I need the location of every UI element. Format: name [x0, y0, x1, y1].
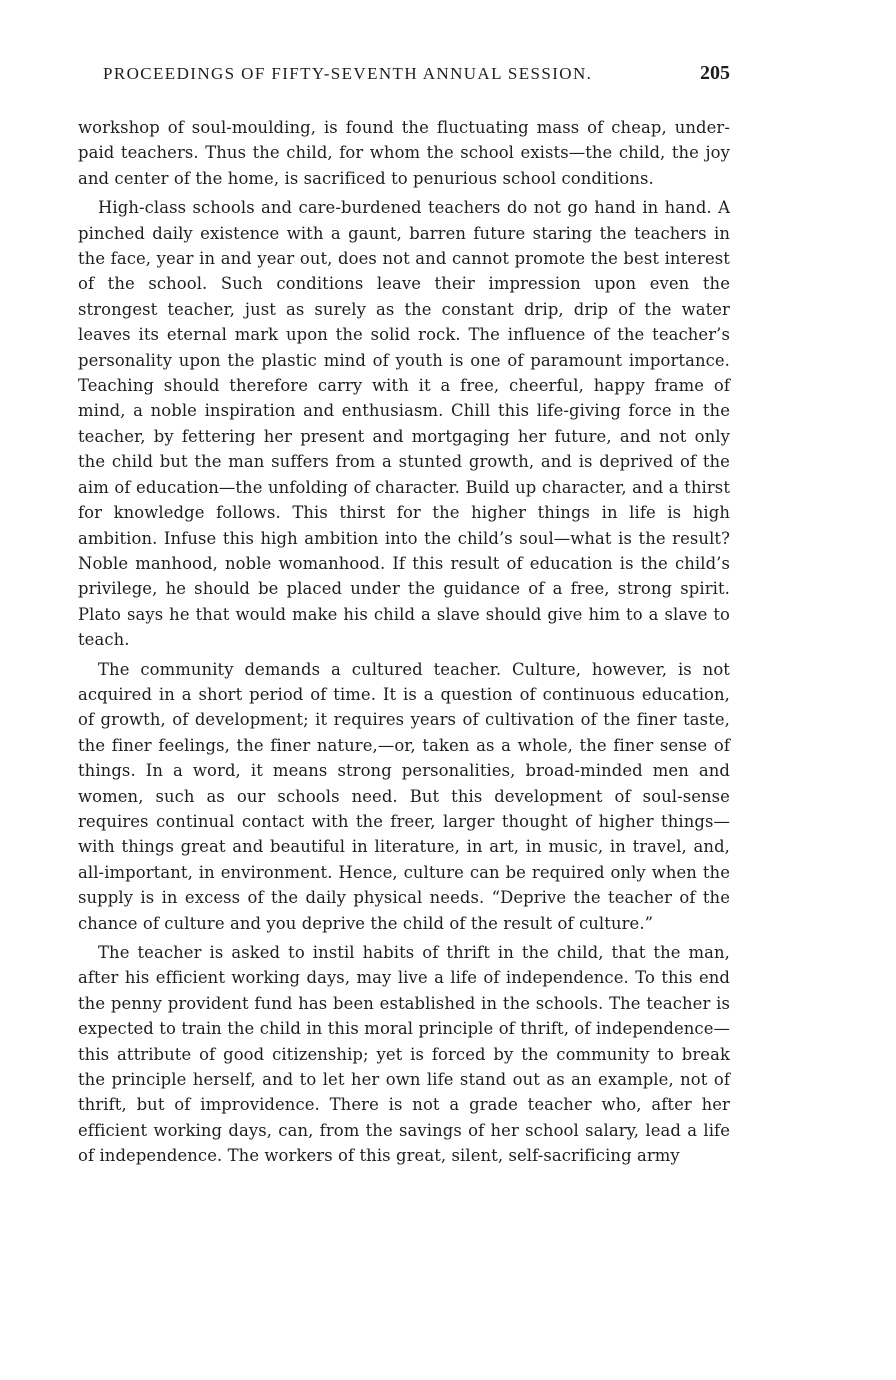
paragraph-cultured-teacher: The community demands a cultured teacher. Culture, however, is not acquired in a short period of time. It is a question of continuous education, of growth, of development; it requires years of cultivation of the finer taste, the finer feelings, the finer nature,—or, taken as a whole, the finer sense of things. In a word, it means strong personalities, broad-minded men and women, such as our schools need. But this development of soul-sense requires continual contact with the freer, larger thought of higher things—with things great and beautiful in literature, in art, in music, in travel, and, all-important, in environment. Hence, culture can be required only when the supply is in excess of the daily physical needs. “Deprive the teacher of the chance of culture and you deprive the child of the result of culture.”: [78, 659, 730, 933]
book-page: [78, 62, 730, 1173]
paragraph-high-class-schools: High-class schools and care-burdened teachers do not go hand in hand. A pinched daily existence with a gaunt, barren future staring the teachers in the face, year in and year out, does not and cannot promote the best interest of the school. Such conditions leave their impression upon even the strongest teacher, just as surely as the constant drip, drip of the water leaves its eternal mark upon the solid rock. The influence of the teacher’s personality upon the plastic mind of youth is one of paramount importance. Teaching should therefore carry with it a free, cheerful, happy frame of mind, a noble inspiration and enthusiasm. Chill this life-giving force in the teacher, by fettering her present and mortgaging her future, and not only the child but the man suffers from a stunted growth, and is deprived of the aim of education—the unfolding of character. Build up character, and a thirst for knowledge follows. This thirst for the higher things in life is high ambition. Infuse this high ambition into the child’s soul—what is the result? Noble manhood, noble womanhood. If this result of education is the child’s privilege, he should be placed under the guidance of a free, strong spirit. Plato says he that would make his child a slave should give him to a slave to teach.: [78, 198, 730, 650]
page-number: 205: [700, 62, 730, 84]
paragraph-thrift: The teacher is asked to instil habits of thrift in the child, that the man, after his efficient working days, may live a life of independence. To this end the penny provident fund has been established in the schools. The teacher is expected to train the child in this moral principle of thrift, of independence—this attribute of good citizenship; yet is forced by the community to break the principle herself, and to let her own life stand out as an example, not of thrift, but of improvidence. There is not a grade teacher who, after her efficient working days, can, from the savings of her school salary, lead a life of independence. The workers of this great, silent, self-sacrificing army: [78, 943, 730, 1166]
running-title: PROCEEDINGS OF FIFTY-SEVENTH ANNUAL SESSION.: [103, 64, 593, 83]
body-text: [78, 115, 730, 1169]
paragraph-continuation: workshop of soul-moulding, is found the fluctuating mass of cheap, under-paid teachers. Thus the child, for whom the school exists—the child, the joy and center of the home, is sacrificed to penurious school conditions.: [78, 118, 730, 188]
running-head: [78, 62, 730, 85]
